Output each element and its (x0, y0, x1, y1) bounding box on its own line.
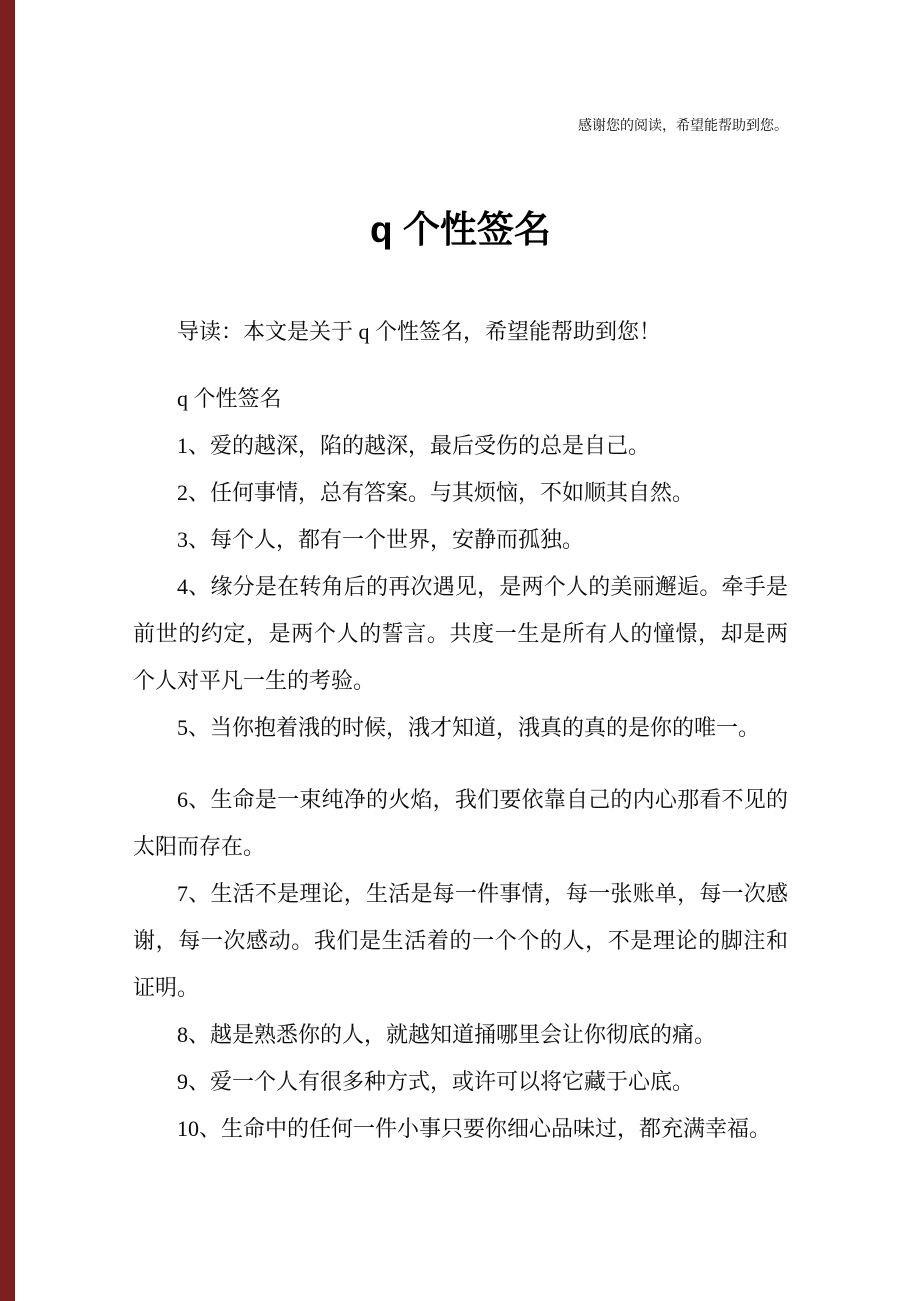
signature-item-3: 3、每个人，都有一个世界，安静而孤独。 (177, 527, 585, 552)
signature-item-1: 1、爱的越深，陷的越深，最后受伤的总是自己。 (177, 433, 651, 458)
document-body (133, 308, 788, 1152)
gratitude-note: 感谢您的阅读，希望能帮助到您。 (578, 119, 788, 134)
signature-item-4: 4、缘分是在转角后的再次遇见，是两个人的美丽邂逅。牵手是前世的约定，是两个人的誓言。共度一生是所有人的憧憬，却是两个人对平凡一生的考验。 (133, 574, 788, 693)
left-accent-bar (0, 0, 15, 1301)
signature-item-8: 8、越是熟悉你的人，就越知道捅哪里会让你彻底的痛。 (177, 1022, 717, 1047)
lead-paragraph: 导读：本文是关于 q 个性签名，希望能帮助到您！ (177, 319, 662, 344)
signature-item-9: 9、爱一个人有很多种方式，或许可以将它藏于心底。 (177, 1069, 695, 1094)
signature-item-6: 6、生命是一束纯净的火焰，我们要依靠自己的内心那看不见的太阳而存在。 (133, 787, 788, 859)
subheading: q 个性签名 (177, 386, 282, 411)
signature-item-2: 2、任何事情，总有答案。与其烦恼，不如顺其自然。 (177, 480, 695, 505)
signature-item-5: 5、当你抱着涐的时候，涐才知道，涐真的真的是你的唯一。 (177, 715, 761, 740)
page-title: q 个性签名 (370, 209, 551, 250)
signature-item-10: 10、生命中的任何一件小事只要你细心品味过，都充满幸福。 (177, 1116, 772, 1141)
signature-item-7: 7、生活不是理论，生活是每一件事情，每一张账单，每一次感谢，每一次感动。我们是生活着的一个个的人，不是理论的脚注和证明。 (133, 881, 788, 1000)
